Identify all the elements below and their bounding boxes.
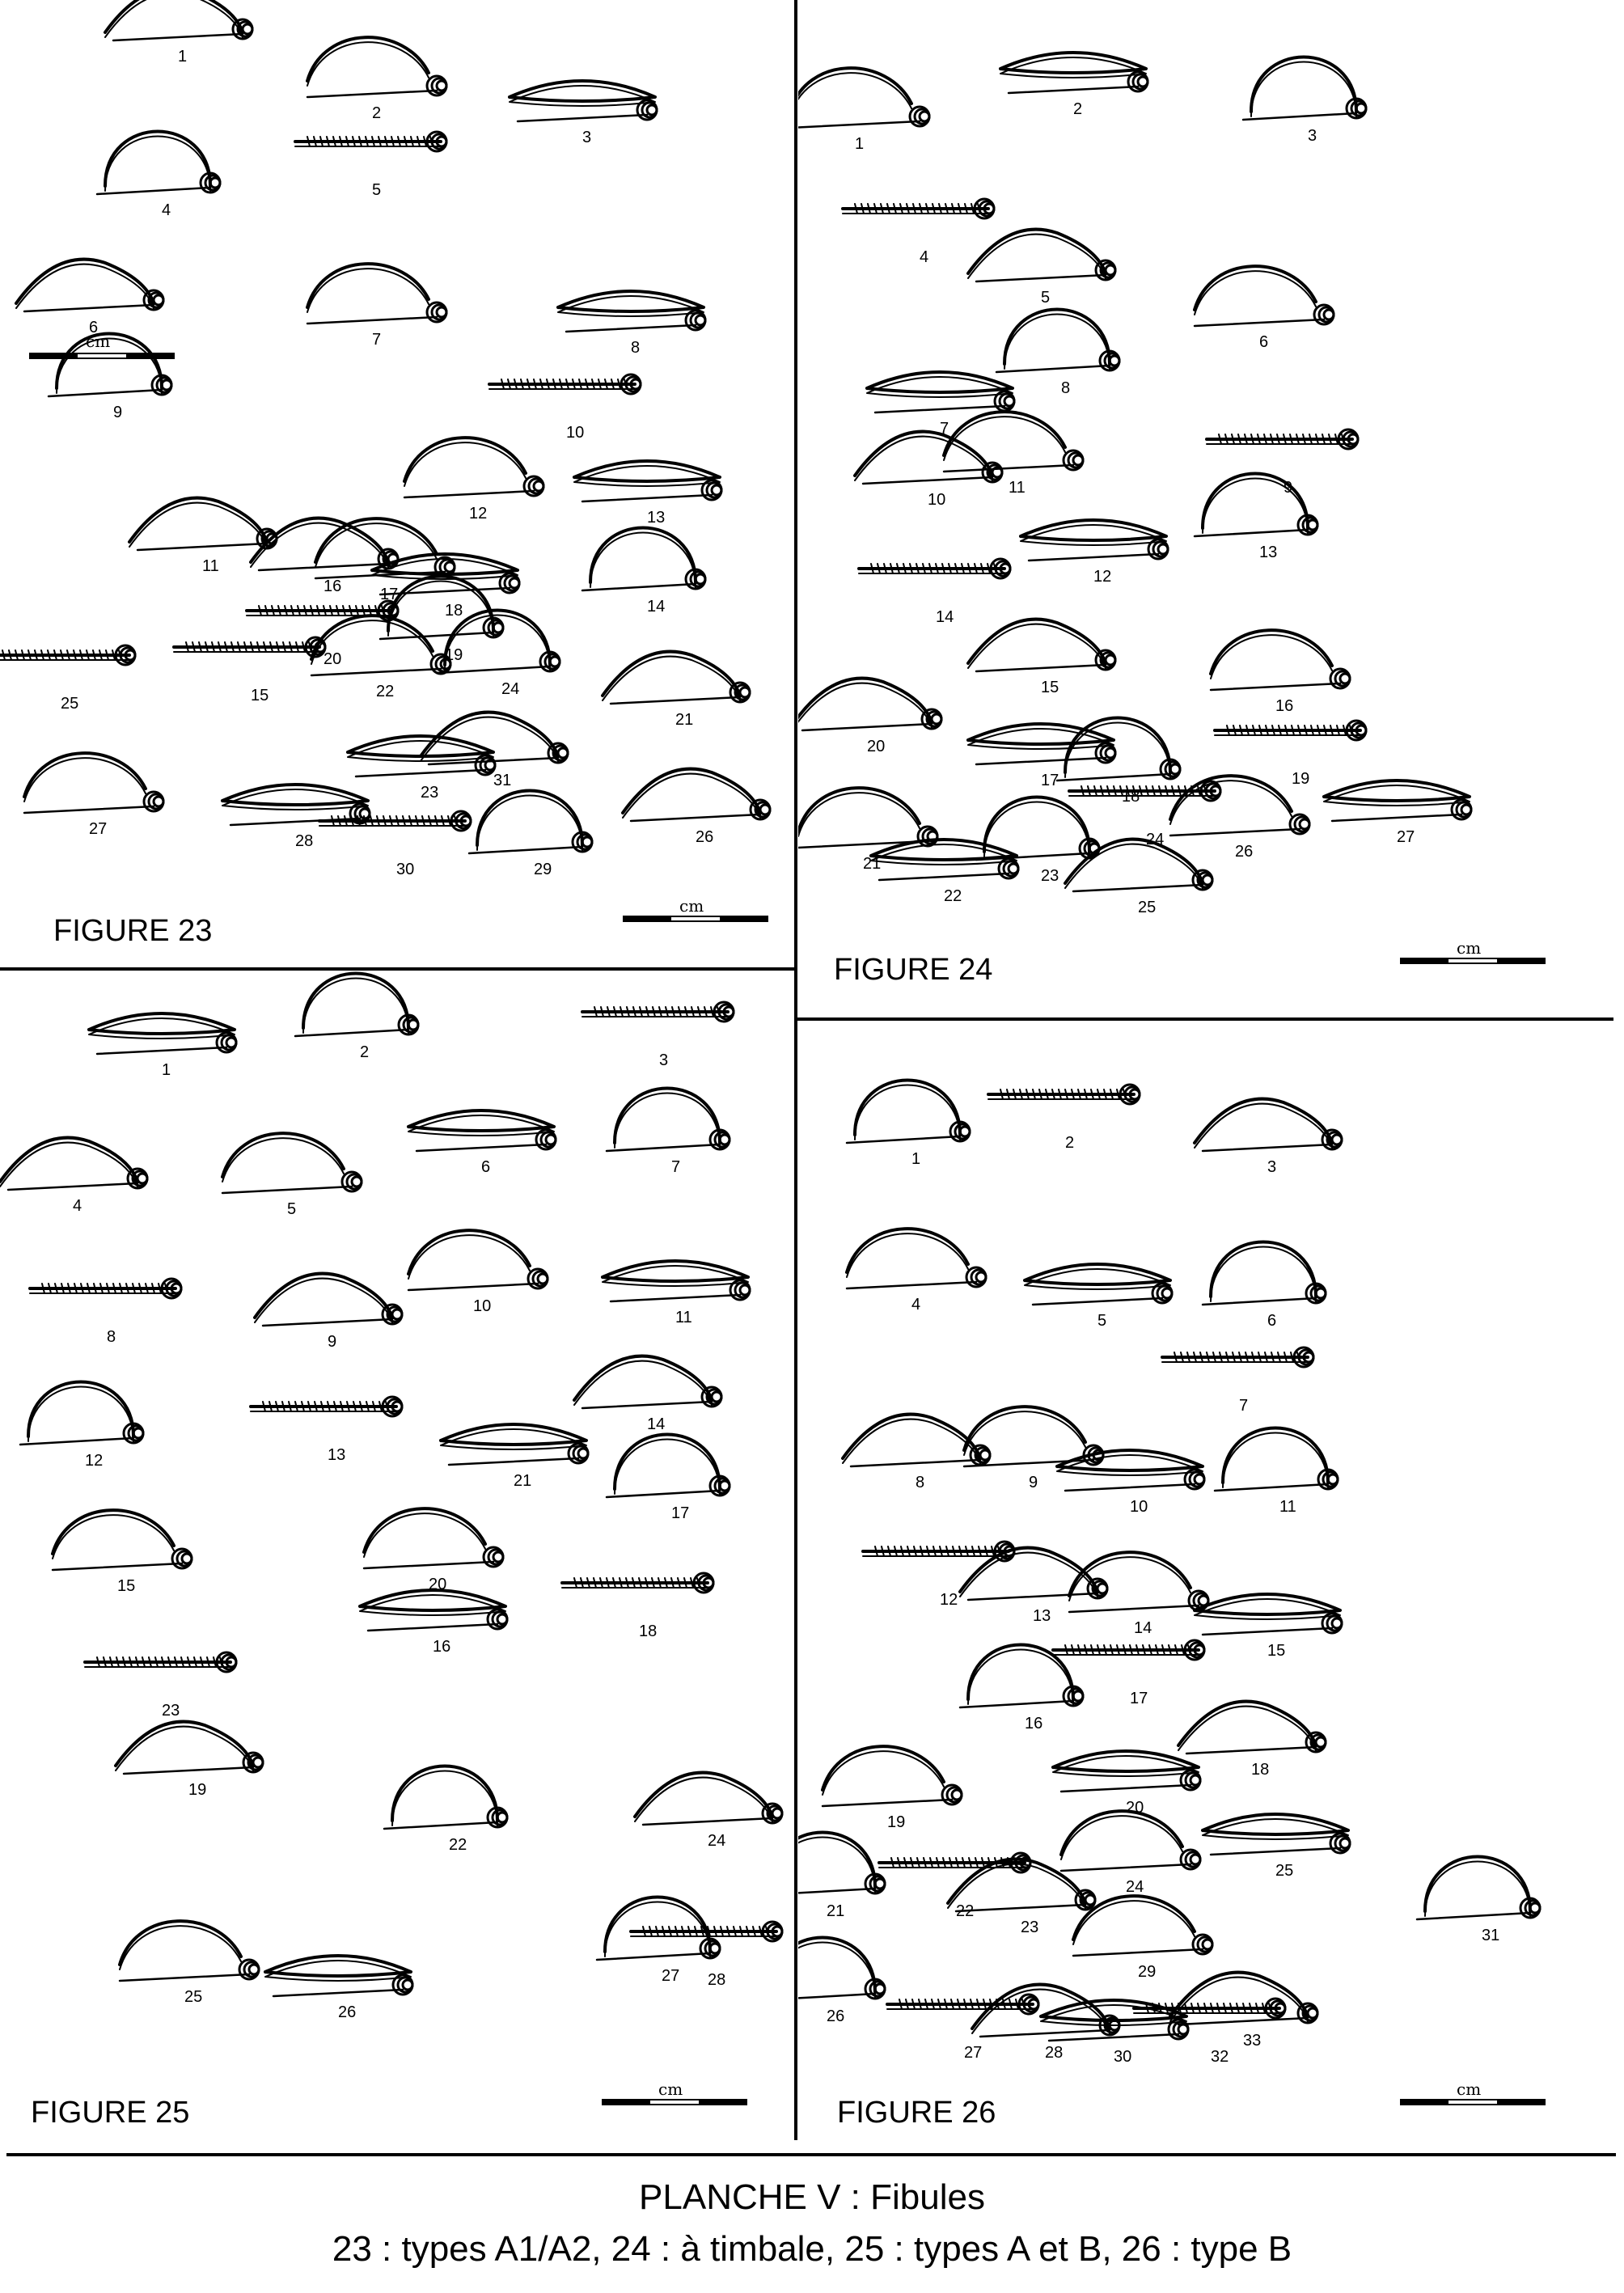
figure-24-item-number: 21: [863, 855, 882, 873]
figure-23-item-number: 17: [380, 586, 399, 603]
figure-25-fibula-22-drawing: [384, 1766, 507, 1830]
figure-24-item-number: 8: [1061, 379, 1071, 397]
figure-25-fibula-18-drawing: [562, 1573, 713, 1593]
figure-24-fibula-22-drawing: [871, 840, 1018, 880]
figure-24-fibula-13-drawing: [1195, 474, 1317, 537]
figure-24-fibula-20-drawing: [798, 679, 941, 730]
figure-25-item-number: 17: [671, 1504, 690, 1522]
figure-25-item-number: 25: [184, 1988, 203, 2006]
figure-23-item-number: 31: [493, 772, 512, 789]
figure-26-fibula-31-drawing: [1417, 1857, 1540, 1920]
figure-23-item-number: 15: [251, 687, 269, 704]
panel-divider-horizontal-left: [0, 967, 797, 971]
figure-25-fibula-23-drawing: [85, 1652, 236, 1672]
figure-24-fibula-5-drawing: [968, 230, 1115, 281]
figure-24-item-number: 20: [867, 738, 886, 755]
figure-26-fibula-6-drawing: [1203, 1242, 1326, 1305]
figure-23-item-number: 21: [675, 711, 694, 729]
figure-24-item-number: 19: [1292, 770, 1310, 788]
figure-26-item-number: 27: [964, 2044, 983, 2062]
figure-24-drawings: [798, 0, 1615, 1016]
figure-25-fibula-13-drawing: [251, 1397, 402, 1416]
figure-25-item-number: 12: [85, 1452, 104, 1470]
figure-24-item-number: 27: [1397, 828, 1415, 846]
figure-23-fibula-28-drawing: [222, 785, 370, 825]
figure-26-item-number: 4: [911, 1296, 921, 1314]
figure-26-drawings: [798, 1022, 1615, 2151]
figure-23-item-number: 13: [647, 509, 666, 527]
figure-26-fibula-17-drawing: [1053, 1640, 1204, 1660]
figure-25-item-number: 23: [162, 1702, 180, 1720]
figure-25-item-number: 5: [287, 1200, 297, 1218]
figure-26-fibula-4-drawing: [847, 1229, 986, 1288]
figure-23-fibula-1-drawing: [105, 0, 252, 40]
figure-23-item-number: 23: [421, 784, 439, 802]
figure-26-fibula-32-drawing: [1134, 1999, 1285, 2018]
figure-25-item-number: 21: [514, 1472, 532, 1490]
plate-bottom-rule: [6, 2153, 1616, 2156]
figure-26-scale-bar: [1400, 2079, 1546, 2107]
figure-23-fibula-8-drawing: [558, 291, 705, 332]
figure-23-fibula-21-drawing: [603, 652, 750, 704]
figure-24-fibula-14-drawing: [859, 559, 1010, 578]
figure-24-fibula-26-drawing: [1170, 776, 1309, 836]
figure-26-item-number: 14: [1134, 1619, 1152, 1637]
scale-unit-label-left: cm: [86, 332, 111, 351]
figure-26-item-number: 13: [1033, 1607, 1051, 1625]
figure-24-fibula-25-drawing: [1065, 840, 1212, 891]
figure-25-item-number: 6: [481, 1158, 491, 1176]
figure-23-item-number: 7: [372, 331, 382, 349]
figure-23-fibula-27-drawing: [24, 753, 163, 813]
figure-26-item-number: 16: [1025, 1715, 1043, 1732]
figure-24-fibula-10-drawing: [855, 432, 1002, 484]
figure-23-item-number: 10: [566, 424, 585, 442]
figure-24-item-number: 6: [1259, 333, 1269, 351]
figure-25-item-number: 10: [473, 1297, 492, 1315]
figure-25-fibula-2-drawing: [295, 974, 418, 1037]
figure-23-item-number: 24: [501, 680, 520, 698]
panel-divider-vertical-bottom: [794, 967, 797, 2140]
figure-23-item-number: 16: [324, 577, 342, 595]
figure-26-item-number: 15: [1267, 1642, 1286, 1660]
figure-26-item-number: 8: [916, 1474, 925, 1491]
scale-unit-label: cm: [1457, 2079, 1482, 2099]
figure-26-item-number: 21: [827, 1902, 845, 1920]
figure-25-item-number: 24: [708, 1832, 726, 1850]
figure-26-fibula-28-drawing: [972, 1985, 1119, 2037]
figure-25-fibula-6-drawing: [408, 1111, 556, 1151]
figure-24-fibula-15-drawing: [968, 620, 1115, 671]
figure-25-fibula-19-drawing: [116, 1722, 263, 1774]
figure-23-panel: [0, 0, 793, 966]
figure-23-left-scale-bar: [29, 332, 175, 366]
figure-26-fibula-19-drawing: [823, 1746, 962, 1806]
figure-24-item-number: 22: [944, 887, 962, 905]
figure-24-fibula-17-drawing: [968, 724, 1115, 764]
figure-26-item-number: 12: [940, 1591, 958, 1609]
figure-23-item-number: 28: [295, 832, 314, 850]
plate-subtitle: 23 : types A1/A2, 24 : à timbale, 25 : types A et B, 26 : type B: [332, 2229, 1292, 2269]
figure-26-fibula-20-drawing: [1053, 1751, 1200, 1792]
figure-26-item-number: 29: [1138, 1963, 1157, 1981]
figure-25-item-number: 8: [107, 1328, 116, 1346]
figure-26-fibula-3-drawing: [1195, 1099, 1342, 1151]
figure-24-item-number: 25: [1138, 899, 1157, 916]
figure-25-fibula-21-drawing: [441, 1424, 588, 1465]
figure-23-item-number: 6: [89, 319, 99, 336]
figure-23-item-number: 4: [162, 201, 171, 219]
figure-24-item-number: 7: [940, 420, 949, 438]
figure-26-item-number: 18: [1251, 1761, 1270, 1779]
figure-24-fibula-2-drawing: [1000, 53, 1148, 93]
figure-26-item-number: 17: [1130, 1690, 1148, 1707]
figure-26-fibula-11-drawing: [1215, 1428, 1338, 1491]
figure-26-fibula-27-drawing: [887, 1995, 1038, 2014]
figure-23-item-number: 12: [469, 505, 488, 522]
figure-25-fibula-5-drawing: [222, 1133, 362, 1193]
figure-23-fibula-6-drawing: [16, 260, 163, 311]
figure-25-item-number: 20: [429, 1576, 447, 1593]
figure-26-fibula-24-drawing: [1061, 1811, 1200, 1871]
figure-24-item-number: 24: [1146, 831, 1165, 848]
figure-23-fibula-13-drawing: [574, 461, 721, 501]
figure-25-fibula-24-drawing: [635, 1773, 782, 1825]
figure-25-item-number: 16: [433, 1638, 451, 1656]
figure-25-item-number: 2: [360, 1043, 370, 1061]
figure-25-item-number: 13: [328, 1446, 346, 1464]
figure-24-fibula-23-drawing: [976, 797, 1099, 861]
figure-25-item-number: 9: [328, 1333, 337, 1351]
panel-divider-horizontal-right: [797, 1017, 1613, 1021]
scale-unit-label: cm: [658, 2079, 683, 2099]
figure-23-item-number: 25: [61, 695, 79, 713]
figure-25-fibula-4-drawing: [0, 1138, 147, 1190]
figure-26-item-number: 33: [1243, 2032, 1262, 2050]
figure-26-fibula-25-drawing: [1203, 1814, 1350, 1855]
figure-26-item-number: 30: [1114, 2048, 1132, 2066]
figure-24-item-number: 15: [1041, 679, 1059, 696]
figure-23-item-number: 1: [178, 48, 188, 66]
figure-23-item-number: 11: [202, 557, 219, 575]
figure-23-item-number: 3: [582, 129, 592, 146]
figure-26-label: FIGURE 26: [837, 2096, 996, 2130]
figure-23-fibula-3-drawing: [510, 81, 657, 121]
figure-23-item-number: 22: [376, 683, 395, 700]
figure-24-fibula-9-drawing: [1207, 429, 1358, 449]
figure-23-label: FIGURE 23: [53, 914, 213, 948]
figure-24-item-number: 16: [1275, 697, 1294, 715]
plate-title: PLANCHE V : Fibules: [639, 2177, 985, 2217]
figure-23-item-number: 18: [445, 602, 463, 620]
figure-23-item-number: 29: [534, 861, 552, 878]
figure-24-fibula-12-drawing: [1021, 520, 1168, 561]
figure-25-fibula-17-drawing: [607, 1435, 730, 1498]
figure-25-fibula-16-drawing: [360, 1590, 507, 1631]
figure-23-item-number: 9: [113, 404, 123, 421]
figure-23-item-number: 20: [324, 650, 342, 668]
figure-23-drawings: [0, 0, 793, 966]
figure-26-fibula-10-drawing: [1057, 1450, 1204, 1491]
figure-25-item-number: 28: [708, 1971, 726, 1989]
figure-23-fibula-7-drawing: [307, 264, 446, 324]
figure-24-item-number: 13: [1259, 544, 1278, 561]
figure-24-fibula-8-drawing: [996, 310, 1119, 373]
figure-26-item-number: 11: [1279, 1498, 1296, 1516]
figure-25-item-number: 19: [188, 1781, 207, 1799]
scale-unit-label: cm: [1457, 938, 1482, 958]
figure-23-fibula-2-drawing: [307, 37, 446, 97]
figure-25-fibula-14-drawing: [574, 1356, 721, 1408]
figure-25-item-number: 1: [162, 1061, 171, 1079]
figure-26-fibula-15-drawing: [1195, 1594, 1342, 1635]
figure-25-fibula-11-drawing: [603, 1261, 750, 1301]
panel-divider-vertical-top: [794, 0, 797, 1021]
figure-26-item-number: 24: [1126, 1878, 1144, 1896]
figure-26-fibula-18-drawing: [1178, 1702, 1326, 1754]
figure-26-fibula-5-drawing: [1025, 1264, 1172, 1305]
figure-25-fibula-1-drawing: [89, 1013, 236, 1054]
scale-unit-label: cm: [679, 896, 704, 916]
figure-26-item-number: 25: [1275, 1862, 1294, 1880]
figure-24-fibula-21-drawing: [798, 788, 937, 848]
figure-23-fibula-26-drawing: [623, 769, 770, 821]
figure-23-item-number: 30: [396, 861, 415, 878]
figure-23-fibula-11-drawing: [129, 498, 277, 550]
figure-26-fibula-21-drawing: [798, 1833, 885, 1896]
figure-25-fibula-20-drawing: [364, 1508, 503, 1568]
figure-25-fibula-25-drawing: [120, 1921, 259, 1981]
figure-24-fibula-1-drawing: [798, 68, 929, 128]
figure-23-fibula-29-drawing: [469, 791, 592, 854]
figure-25-item-number: 14: [647, 1415, 666, 1433]
figure-23-fibula-20-drawing: [247, 601, 398, 620]
figure-23-fibula-12-drawing: [404, 438, 543, 497]
figure-26-item-number: 5: [1097, 1312, 1107, 1330]
figure-26-item-number: 7: [1239, 1397, 1249, 1415]
figure-26-item-number: 6: [1267, 1312, 1277, 1330]
figure-24-item-number: 1: [855, 135, 865, 153]
figure-26-panel: [798, 1022, 1615, 2151]
figure-24-item-number: 2: [1073, 100, 1083, 118]
figure-25-item-number: 26: [338, 2003, 357, 2021]
figure-24-fibula-11-drawing: [944, 412, 1083, 472]
figure-26-fibula-2-drawing: [988, 1085, 1140, 1104]
figure-26-item-number: 22: [956, 1902, 975, 1920]
figure-24-item-number: 23: [1041, 867, 1059, 885]
figure-25-item-number: 18: [639, 1622, 658, 1640]
figure-24-panel: [798, 0, 1615, 1016]
figure-23-item-number: 19: [445, 646, 463, 664]
figure-24-item-number: 10: [928, 491, 946, 509]
figure-26-item-number: 28: [1045, 2044, 1064, 2062]
figure-23-fibula-15-drawing: [174, 637, 325, 657]
figure-25-fibula-10-drawing: [408, 1230, 548, 1290]
figure-24-item-number: 26: [1235, 843, 1254, 861]
figure-23-item-number: 26: [696, 828, 714, 846]
figure-24-item-number: 18: [1122, 788, 1140, 806]
figure-25-item-number: 11: [675, 1309, 692, 1326]
figure-24-fibula-16-drawing: [1211, 630, 1350, 690]
figure-26-item-number: 9: [1029, 1474, 1038, 1491]
figure-26-item-number: 2: [1065, 1134, 1075, 1152]
figure-24-item-number: 11: [1009, 479, 1026, 497]
figure-25-scale-bar: [602, 2079, 747, 2107]
figure-24-fibula-7-drawing: [867, 372, 1014, 412]
figure-24-fibula-27-drawing: [1324, 781, 1471, 821]
figure-25-item-number: 4: [73, 1197, 82, 1215]
figure-24-item-number: 17: [1041, 772, 1059, 789]
figure-24-item-number: 3: [1308, 127, 1317, 145]
figure-26-fibula-33-drawing: [1170, 1973, 1317, 2024]
figure-23-item-number: 8: [631, 339, 641, 357]
figure-25-fibula-8-drawing: [30, 1279, 181, 1298]
figure-24-fibula-19-drawing: [1215, 721, 1366, 740]
figure-26-item-number: 3: [1267, 1158, 1277, 1176]
figure-25-fibula-12-drawing: [20, 1382, 143, 1445]
figure-23-fibula-14-drawing: [582, 528, 705, 591]
figure-25-panel: [0, 971, 793, 2151]
figure-26-fibula-26-drawing: [798, 1938, 885, 2001]
figure-25-item-number: 22: [449, 1836, 467, 1854]
figure-23-fibula-4-drawing: [97, 132, 220, 195]
figure-23-scale-bar: [623, 896, 768, 924]
figure-25-fibula-3-drawing: [582, 1002, 734, 1022]
figure-24-label: FIGURE 24: [834, 953, 993, 987]
figure-26-item-number: 32: [1211, 2048, 1229, 2066]
figure-24-item-number: 14: [936, 608, 954, 626]
figure-25-fibula-26-drawing: [265, 1956, 412, 1996]
figure-24-item-number: 9: [1284, 479, 1293, 497]
figure-26-item-number: 19: [887, 1813, 906, 1831]
figure-23-fibula-25-drawing: [0, 645, 135, 665]
figure-25-item-number: 7: [671, 1158, 681, 1176]
figure-26-fibula-7-drawing: [1162, 1347, 1313, 1367]
figure-26-fibula-1-drawing: [847, 1081, 970, 1144]
figure-25-item-number: 3: [659, 1051, 669, 1069]
figure-23-item-number: 5: [372, 181, 382, 199]
figure-24-item-number: 12: [1093, 568, 1112, 586]
figure-26-item-number: 10: [1130, 1498, 1148, 1516]
figure-25-fibula-9-drawing: [255, 1274, 402, 1326]
figure-23-fibula-30-drawing: [319, 811, 471, 831]
figure-25-label: FIGURE 25: [31, 2096, 190, 2130]
figure-24-item-number: 5: [1041, 289, 1051, 307]
figure-26-item-number: 31: [1482, 1927, 1500, 1944]
figure-24-scale-bar: [1400, 938, 1546, 966]
figure-24-fibula-4-drawing: [843, 199, 994, 218]
figure-26-item-number: 1: [911, 1150, 921, 1168]
figure-23-fibula-5-drawing: [295, 132, 446, 151]
figure-24-item-number: 4: [920, 248, 929, 266]
figure-24-fibula-3-drawing: [1243, 57, 1366, 121]
figure-23-item-number: 27: [89, 820, 108, 838]
figure-23-item-number: 2: [372, 104, 382, 122]
figure-26-item-number: 26: [827, 2007, 845, 2025]
figure-25-fibula-7-drawing: [607, 1089, 730, 1152]
figure-25-fibula-15-drawing: [53, 1510, 192, 1570]
figure-26-item-number: 23: [1021, 1919, 1039, 1936]
figure-26-item-number: 20: [1126, 1799, 1144, 1817]
figure-26-fibula-22-drawing: [879, 1853, 1030, 1872]
figure-25-item-number: 27: [662, 1967, 680, 1985]
figure-24-fibula-6-drawing: [1195, 266, 1334, 326]
figure-25-item-number: 15: [117, 1577, 136, 1595]
figure-23-item-number: 14: [647, 598, 666, 616]
figure-23-fibula-10-drawing: [489, 374, 641, 394]
